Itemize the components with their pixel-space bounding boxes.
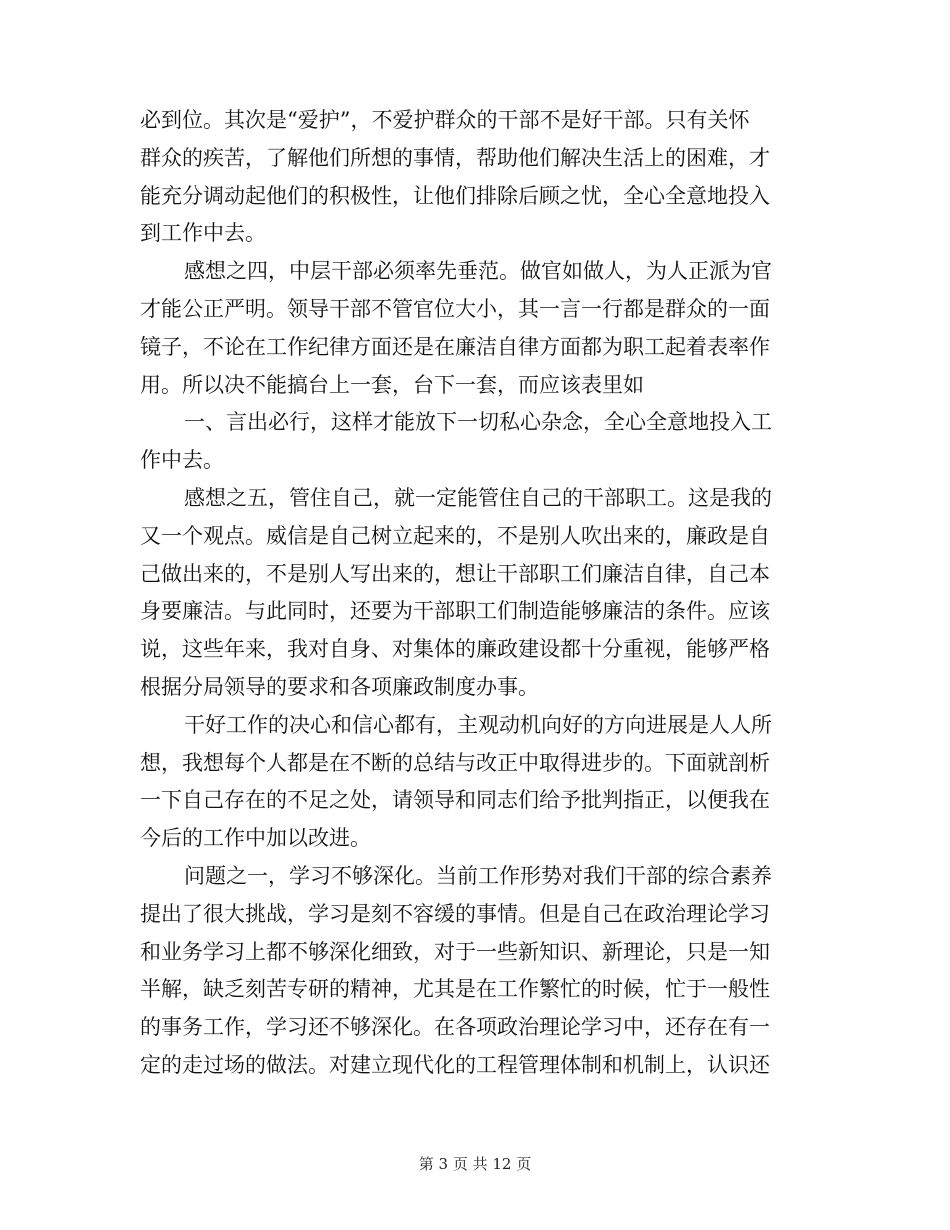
text-line: 才能公正严明。领导干部不管官位大小，其一言一行都是群众的一面 xyxy=(140,296,770,321)
text-line: 作中去。 xyxy=(140,448,224,473)
text-line: 今后的工作中加以改进。 xyxy=(140,826,371,851)
text-line: 问题之一，学习不够深化。当前工作形势对我们干部的综合素养 xyxy=(184,863,772,888)
text-line: 己做出来的，不是别人写出来的，想让干部职工们廉洁自律，自己本 xyxy=(140,561,770,586)
body-text xyxy=(140,102,795,1085)
text-line: 提出了很大挑战，学习是刻不容缓的事情。但是自己在政治理论学习 xyxy=(140,901,770,926)
text-line: 必到位。其次是“爱护”，不爱护群众的干部不是好干部。只有关怀 xyxy=(140,108,750,132)
text-line: 和业务学习上都不够深化细致，对于一些新知识、新理论，只是一知 xyxy=(140,939,770,964)
text-line: 到工作中去。 xyxy=(140,221,266,246)
text-line: 用。所以决不能搞台上一套，台下一套，而应该表里如 xyxy=(140,372,644,397)
text-line: 感想之五，管住自己，就一定能管住自己的干部职工。这是我的 xyxy=(184,485,772,510)
text-line: 一、言出必行，这样才能放下一切私心杂念，全心全意地投入工 xyxy=(184,410,772,435)
text-line: 半解，缺乏刻苦专研的精神，尤其是在工作繁忙的时候，忙于一般性 xyxy=(140,977,770,1002)
page-footer: 第 3 页 共 12 页 xyxy=(418,1155,532,1173)
text-line: 根据分局领导的要求和各项廉政制度办事。 xyxy=(140,674,539,699)
text-line: 干好工作的决心和信心都有，主观动机向好的方向进展是人人所 xyxy=(184,712,772,737)
text-line: 镜子，不论在工作纪律方面还是在廉洁自律方面都为职工起着表率作 xyxy=(140,334,770,359)
text-line: 能充分调动起他们的积极性，让他们排除后顾之忧，全心全意地投入 xyxy=(140,183,770,208)
text-line: 的事务工作，学习还不够深化。在各项政治理论学习中，还存在有一 xyxy=(140,1015,770,1040)
text-line: 定的走过场的做法。对建立现代化的工程管理体制和机制上，认识还 xyxy=(140,1052,770,1077)
text-line: 身要廉洁。与此同时，还要为干部职工们制造能够廉洁的条件。应该 xyxy=(140,599,770,624)
text-line: 想，我想每个人都是在不断的总结与改正中取得进步的。下面就剖析 xyxy=(140,750,770,775)
text-line: 一下自己存在的不足之处，请领导和同志们给予批判指正，以便我在 xyxy=(140,788,770,813)
text-line: 又一个观点。威信是自己树立起来的，不是别人吹出来的，廉政是自 xyxy=(140,523,770,548)
text-line: 感想之四，中层干部必须率先垂范。做官如做人，为人正派为官 xyxy=(184,259,772,284)
text-line: 群众的疾苦，了解他们所想的事情，帮助他们解决生活上的困难，才 xyxy=(140,145,770,170)
text-line: 说，这些年来，我对自身、对集体的廉政建设都十分重视，能够严格 xyxy=(140,637,770,662)
